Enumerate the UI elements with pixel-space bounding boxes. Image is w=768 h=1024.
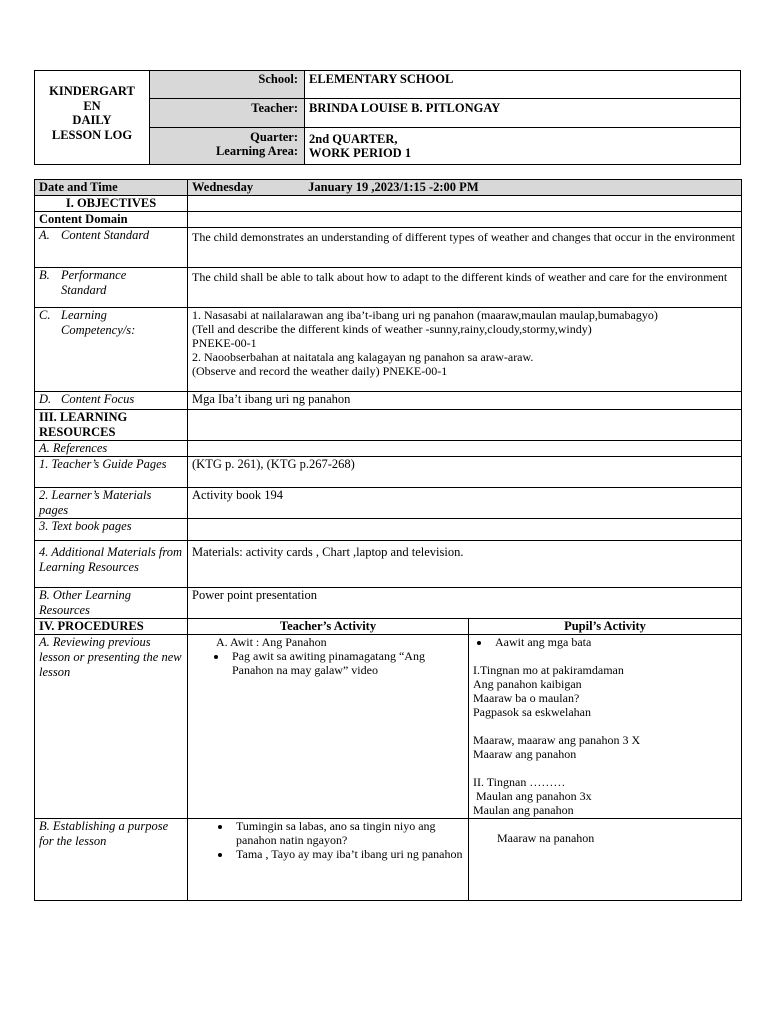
- reviewing-pupil: • Aawit ang mga bata I.Tingnan mo at pakiramdaman Ang panahon kaibigan Maaraw ba o maulan? Pagpasok sa eskwelahan Maaraw, maaraw ang panahon 3 X Maaraw ang panahon II. Tingnan ……… Maulan ang panahon 3x Maulan ang panahon: [469, 635, 742, 819]
- learners-materials-value: Activity book 194: [188, 488, 742, 519]
- performance-standard-label: B. Performance Standard: [35, 268, 188, 308]
- textbook-value: [188, 519, 742, 541]
- lesson-table: [34, 179, 742, 901]
- references-label: A. References: [35, 441, 188, 457]
- procedures-heading: IV. PROCEDURES: [35, 619, 188, 635]
- date-label: Date and Time: [35, 180, 188, 196]
- list-item: • Pag awit sa awiting pinamagatang “Ang Panahon na may galaw” video: [228, 649, 464, 677]
- teacher-label: Teacher:: [150, 99, 305, 128]
- song-title: A. Awit : Ang Panahon: [216, 635, 327, 649]
- header-table: [34, 70, 741, 165]
- establishing-pupil: Maaraw na panahon: [469, 819, 742, 901]
- teacher-value: BRINDA LOUISE B. PITLONGAY: [305, 99, 741, 128]
- learning-competency-label: C. Learning Competency/s:: [35, 308, 188, 392]
- additional-materials-label: 4. Additional Materials from Learning Resources: [35, 541, 188, 588]
- performance-standard-text: The child shall be able to talk about how to adapt to the different kinds of weather and care for the environment: [188, 268, 742, 308]
- content-domain-label: Content Domain: [35, 212, 188, 228]
- school-label: School:: [150, 71, 305, 99]
- establishing-teacher: [188, 819, 469, 901]
- date-value: Wednesday January 19 ,2023/1:15 -2:00 PM: [188, 180, 742, 196]
- resources-heading: III. LEARNING RESOURCES: [35, 410, 188, 441]
- learning-competency-text: 1. Nasasabi at nailalarawan ang iba’t-ibang uri ng panahon (maaraw,maulan maulap,bumabagyo) (Tell and describe the different kinds of weather -sunny,rainy,cloudy,stormy,windy) PNEKE-00-1 2. Naoobserbahan at naitatala ang kalagayan ng panahon sa araw-araw. (Observe and record the weather daily) PNEKE-00-1: [188, 308, 742, 392]
- quarter-value: 2nd QUARTER, WORK PERIOD 1: [305, 128, 741, 165]
- teacher-activity-heading: Teacher’s Activity: [188, 619, 469, 635]
- other-resources-value: Power point presentation: [188, 588, 742, 619]
- other-resources-label: B. Other Learning Resources: [35, 588, 188, 619]
- reviewing-teacher: [188, 635, 469, 819]
- date-row: [35, 180, 742, 196]
- pupil-activity-heading: Pupil’s Activity: [469, 619, 742, 635]
- quarter-label: Quarter: Learning Area:: [150, 128, 305, 165]
- school-value: ELEMENTARY SCHOOL: [305, 71, 741, 99]
- teachers-guide-value: (KTG p. 261), (KTG p.267-268): [188, 457, 742, 488]
- establishing-label: B. Establishing a purpose for the lesson: [35, 819, 188, 901]
- list-item: • Aawit ang mga bata: [491, 635, 737, 649]
- objectives-heading: I. OBJECTIVES: [35, 196, 188, 212]
- reviewing-label: A. Reviewing previous lesson or presenting the new lesson: [35, 635, 188, 819]
- additional-materials-value: Materials: activity cards , Chart ,laptop and television.: [188, 541, 742, 588]
- log-title: KINDERGART EN DAILY LESSON LOG: [35, 71, 150, 165]
- content-standard-label: A. Content Standard: [35, 228, 188, 268]
- content-standard-text: The child demonstrates an understanding of different types of weather and changes that occur in the environment: [188, 228, 742, 268]
- list-item: • Tama , Tayo ay may iba’t ibang uri ng panahon: [232, 847, 464, 861]
- learners-materials-label: 2. Learner’s Materials pages: [35, 488, 188, 519]
- content-focus-label: D. Content Focus: [35, 392, 188, 410]
- list-item: • Tumingin sa labas, ano sa tingin niyo ang panahon natin ngayon?: [232, 819, 464, 847]
- teachers-guide-label: 1. Teacher’s Guide Pages: [35, 457, 188, 488]
- textbook-label: 3. Text book pages: [35, 519, 188, 541]
- content-focus-text: Mga Iba’t ibang uri ng panahon: [188, 392, 742, 410]
